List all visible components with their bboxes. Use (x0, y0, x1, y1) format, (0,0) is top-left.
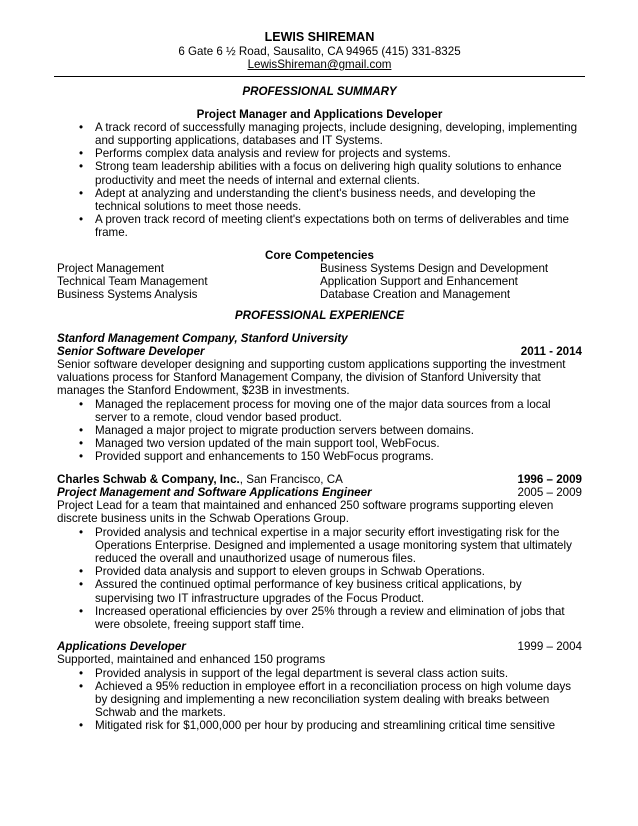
summary-heading: PROFESSIONAL SUMMARY (242, 85, 397, 99)
email-link[interactable]: LewisShireman@gmail.com (247, 58, 392, 72)
list-item: • Provided data analysis and support to eleven groups in Schwab Operations. (57, 565, 582, 578)
list-item: • Managed two version updated of the main support tool, WebFocus. (57, 437, 582, 450)
competencies-heading: Core Competencies (265, 248, 374, 262)
list-item: • Adept at analyzing and understanding the client's business needs, and developing the technical solutions to meet those needs. (57, 187, 582, 213)
header-divider (54, 76, 585, 77)
experience-heading: PROFESSIONAL EXPERIENCE (234, 309, 405, 323)
competency-item: Business Systems Analysis (57, 288, 198, 302)
employer-dates: 1996 – 2009 (517, 472, 582, 486)
job-title-row (57, 486, 582, 499)
job-title-row (57, 640, 582, 653)
job-dates: 2005 – 2009 (517, 485, 582, 499)
employer-row (57, 473, 582, 486)
job-bullet-list (57, 398, 582, 464)
list-item: • Assured the continued optimal performance of key business critical applications, by supervising two IT infrastructure upgrades of the Focus Product. (57, 578, 582, 604)
list-item: • Provided support and enhancements to 150 WebFocus programs. (57, 450, 582, 463)
job-title: Project Management and Software Applications Engineer (57, 485, 372, 499)
summary-bullet-list (57, 121, 582, 240)
job-dates: 2011 - 2014 (520, 344, 582, 358)
competency-row (57, 262, 582, 275)
job-bullet-list (57, 526, 582, 632)
contact-address: 6 Gate 6 ½ Road, Sausalito, CA 94965 (415) 331-8325 (178, 45, 461, 58)
competency-item: Technical Team Management (57, 275, 208, 289)
resume-page (57, 30, 582, 733)
job-dates: 1999 – 2004 (517, 640, 582, 654)
list-item: • Mitigated risk for $1,000,000 per hour by producing and streamlining critical time sensitive (57, 719, 582, 732)
job-title: Applications Developer (57, 640, 186, 654)
competency-row (57, 288, 582, 301)
list-item: • Managed the replacement process for moving one of the major data sources from a local server to a remote, cloud vendor based product. (57, 398, 582, 424)
job-title: Senior Software Developer (57, 344, 205, 358)
competency-row (57, 275, 582, 288)
job-description: Project Lead for a team that maintained and enhanced 250 software programs supporting eleven discrete business units in the Schwab Operations Group. (57, 499, 554, 526)
competency-item: Project Management (57, 261, 164, 275)
competency-item: Business Systems Design and Development (320, 261, 549, 275)
competency-item: Application Support and Enhancement (320, 275, 518, 289)
job-description: Senior software developer designing and supporting custom applications supporting the investment valuations process for Stanford Management Company, the division of Stanford University that manages the Stanford Endowment, $23B in investments. (57, 358, 566, 398)
list-item: • Achieved a 95% reduction in employee effort in a reconciliation process on high volume days by designing and implementing a new reconciliation system dealing with breaks between Schwab and the markets. (57, 680, 582, 720)
employer-name: Stanford Management Company, Stanford University (57, 331, 348, 345)
list-item: • Provided analysis in support of the legal department is several class action suits. (57, 667, 582, 680)
list-item: • Performs complex data analysis and review for projects and systems. (57, 147, 582, 160)
list-item: • Increased operational efficiencies by over 25% through a review and elimination of jobs that were obsolete, freeing support staff time. (57, 605, 582, 631)
list-item: • Provided analysis and technical expertise in a major security effort investigating risk for the Operations Enterprise. Designed and implemented a usage monitoring system that ultimately reduced the overall and unauthorized usage of numerous files. (57, 526, 582, 566)
employer-location: , San Francisco, CA (239, 472, 343, 486)
competency-item: Database Creation and Management (320, 288, 511, 302)
job-description: Supported, maintained and enhanced 150 programs (57, 653, 326, 667)
summary-title: Project Manager and Applications Developer (196, 107, 443, 121)
employer-name: Charles Schwab & Company, Inc. (57, 472, 240, 486)
list-item: • A proven track record of meeting client's expectations both on terms of deliverables and time frame. (57, 213, 582, 239)
list-item: • Strong team leadership abilities with a focus on delivering high quality solutions to enhance productivity and meet the needs of internal and external clients. (57, 160, 582, 186)
applicant-name: LEWIS SHIREMAN (264, 30, 375, 44)
list-item: • A track record of successfully managing projects, include designing, developing, implementing and supporting applications, databases and IT Systems. (57, 121, 582, 147)
job-bullet-list (57, 667, 582, 733)
list-item: • Managed a major project to migrate production servers between domains. (57, 424, 582, 437)
job-title-row (57, 345, 582, 358)
